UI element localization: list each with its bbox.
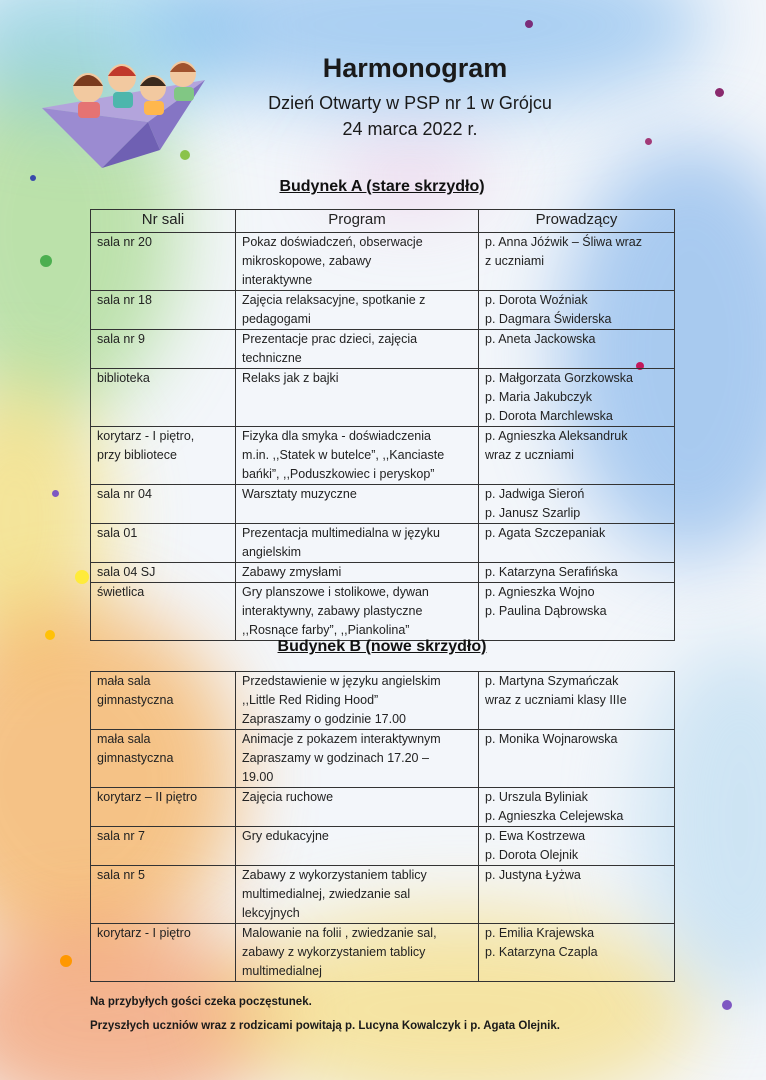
room-cell-line: sala 01 (97, 526, 138, 540)
room-cell (91, 233, 236, 291)
table-row (91, 330, 675, 369)
program-cell-line: Gry planszowe i stolikowe, dywan (242, 585, 429, 599)
program-cell (236, 524, 479, 563)
room-cell-line: sala nr 18 (97, 293, 152, 307)
program-cell-line: m.in. ,,Statek w butelce”, ,,Kanciaste (242, 448, 445, 462)
column-header-hosts: Prowadzący (479, 210, 675, 233)
building-a-title: Budynek A (stare skrzydło) (279, 178, 485, 195)
program-cell-line: Animacje z pokazem interaktywnym (242, 732, 441, 746)
building-a-table (90, 209, 675, 641)
hosts-cell-line: p. Katarzyna Czapla (485, 945, 598, 959)
event-name: Dzień Otwarty w PSP nr 1 w Grójcu (268, 93, 552, 113)
program-cell-line: ,,Rosnące farby”, ,,Piankolina” (242, 623, 410, 637)
room-cell-line: sala nr 04 (97, 487, 152, 501)
table-row (91, 730, 675, 788)
table-header-row (91, 210, 675, 233)
room-cell-line: gimnastyczna (97, 751, 174, 765)
room-cell-line: świetlica (97, 585, 145, 599)
table-row (91, 672, 675, 730)
hosts-cell-line: p. Dorota Marchlewska (485, 409, 613, 423)
room-cell (91, 924, 236, 982)
room-cell (91, 788, 236, 827)
hosts-cell-line: p. Emilia Krajewska (485, 926, 595, 940)
room-cell-line: sala nr 7 (97, 829, 145, 843)
program-cell-line: techniczne (242, 351, 302, 365)
room-cell (91, 369, 236, 427)
program-cell-line: Fizyka dla smyka - doświadczenia (242, 429, 431, 443)
program-cell-line: Zabawy z wykorzystaniem tablicy (242, 868, 427, 882)
hosts-cell-line: p. Małgorzata Gorzkowska (485, 371, 633, 385)
hosts-cell-line: p. Dorota Woźniak (485, 293, 588, 307)
hosts-cell-line: p. Katarzyna Serafińska (485, 565, 618, 579)
hosts-cell-line: p. Monika Wojnarowska (485, 732, 618, 746)
room-cell (91, 730, 236, 788)
hosts-cell-line: p. Janusz Szarlip (485, 506, 581, 520)
hosts-cell (479, 924, 675, 982)
program-cell-line: Zajęcia relaksacyjne, spotkanie z (242, 293, 426, 307)
program-cell-line: Gry edukacyjne (242, 829, 329, 843)
program-cell-line: Zapraszamy w godzinach 17.20 – (242, 751, 429, 765)
room-cell-line: biblioteka (97, 371, 150, 385)
program-cell (236, 827, 479, 866)
hosts-cell (479, 563, 675, 583)
hosts-cell-line: p. Justyna Łyżwa (485, 868, 581, 882)
program-cell-line: Malowanie na folii , zwiedzanie sal, (242, 926, 437, 940)
building-b-title: Budynek B (nowe skrzydło) (277, 638, 487, 655)
hosts-cell (479, 788, 675, 827)
hosts-cell (479, 866, 675, 924)
program-cell-line: Przedstawienie w języku angielskim (242, 674, 441, 688)
hosts-cell (479, 583, 675, 641)
kids-on-paper-plane-illustration (40, 50, 210, 170)
hosts-cell-line: wraz z uczniami klasy IIIe (485, 693, 627, 707)
program-cell-line: Zabawy zmysłami (242, 565, 342, 579)
program-cell-line: 19.00 (242, 770, 274, 784)
room-cell-line: sala 04 SJ (97, 565, 156, 579)
table-row (91, 563, 675, 583)
column-header-room: Nr sali (91, 210, 236, 233)
hosts-cell-line: p. Dorota Olejnik (485, 848, 579, 862)
program-cell-line: zabawy z wykorzystaniem tablicy (242, 945, 426, 959)
room-cell-line: korytarz - I piętro (97, 926, 191, 940)
table-row (91, 233, 675, 291)
program-cell (236, 369, 479, 427)
footer-welcome-note: Przyszłych uczniów wraz z rodzicami powitają p. Lucyna Kowalczyk i p. Agata Olejnik. (90, 1020, 560, 1032)
room-cell (91, 291, 236, 330)
room-cell (91, 330, 236, 369)
hosts-cell (479, 330, 675, 369)
table-row (91, 827, 675, 866)
table-row (91, 788, 675, 827)
program-cell-line: bańki”, ,,Poduszkowiec i peryskop” (242, 467, 435, 481)
program-cell-line: Prezentacja multimedialna w języku (242, 526, 441, 540)
program-cell-line: Zapraszamy o godzinie 17.00 (242, 712, 406, 726)
hosts-cell-line: p. Agnieszka Celejewska (485, 809, 624, 823)
program-cell-line: multimedialnej, zwiedzanie sal (242, 887, 411, 901)
building-b-table (90, 671, 675, 982)
room-cell-line: korytarz – II piętro (97, 790, 198, 804)
hosts-cell (479, 485, 675, 524)
program-cell-line: Pokaz doświadczeń, obserwacje (242, 235, 423, 249)
program-cell-line: angielskim (242, 545, 302, 559)
room-cell-line: przy bibliotece (97, 448, 177, 462)
hosts-cell (479, 730, 675, 788)
room-cell-line: gimnastyczna (97, 693, 174, 707)
room-cell (91, 672, 236, 730)
program-cell-line: Relaks jak z bajki (242, 371, 339, 385)
program-cell-line: lekcyjnych (242, 906, 300, 920)
program-cell (236, 924, 479, 982)
room-cell-line: korytarz - I piętro, (97, 429, 195, 443)
hosts-cell (479, 369, 675, 427)
hosts-cell-line: p. Ewa Kostrzewa (485, 829, 586, 843)
room-cell-line: mała sala (97, 732, 151, 746)
room-cell (91, 827, 236, 866)
hosts-cell-line: p. Dagmara Świderska (485, 312, 612, 326)
program-cell (236, 233, 479, 291)
event-date: 24 marca 2022 r. (342, 119, 478, 139)
room-cell-line: sala nr 5 (97, 868, 145, 882)
hosts-cell (479, 233, 675, 291)
hosts-cell (479, 291, 675, 330)
program-cell-line: Warsztaty muzyczne (242, 487, 357, 501)
program-cell-line: interaktywny, zabawy plastyczne (242, 604, 423, 618)
program-cell (236, 291, 479, 330)
program-cell-line: pedagogami (242, 312, 311, 326)
hosts-cell-line: z uczniami (485, 254, 545, 268)
program-cell-line: interaktywne (242, 273, 313, 287)
room-cell-line: sala nr 9 (97, 332, 145, 346)
footer-refreshments-note: Na przybyłych gości czeka poczęstunek. (90, 996, 312, 1008)
program-cell (236, 672, 479, 730)
room-cell-line: sala nr 20 (97, 235, 152, 249)
program-cell-line: ,,Little Red Riding Hood” (242, 693, 379, 707)
program-cell-line: Prezentacje prac dzieci, zajęcia (242, 332, 418, 346)
room-cell (91, 563, 236, 583)
table-row (91, 485, 675, 524)
program-cell-line: multimedialnej (242, 964, 322, 978)
program-cell (236, 730, 479, 788)
room-cell-line: mała sala (97, 674, 151, 688)
program-cell (236, 427, 479, 485)
table-row (91, 291, 675, 330)
room-cell (91, 524, 236, 563)
hosts-cell-line: p. Agnieszka Aleksandruk (485, 429, 628, 443)
hosts-cell-line: p. Jadwiga Sieroń (485, 487, 585, 501)
table-row (91, 524, 675, 563)
hosts-cell-line: wraz z uczniami (485, 448, 574, 462)
table-row (91, 369, 675, 427)
room-cell (91, 485, 236, 524)
hosts-cell-line: p. Anna Jóźwik – Śliwa wraz (485, 235, 643, 249)
program-cell-line: Zajęcia ruchowe (242, 790, 334, 804)
room-cell (91, 427, 236, 485)
hosts-cell-line: p. Martyna Szymańczak (485, 674, 619, 688)
program-cell (236, 583, 479, 641)
program-cell-line: mikroskopowe, zabawy (242, 254, 372, 268)
table-row (91, 583, 675, 641)
hosts-cell-line: p. Maria Jakubczyk (485, 390, 592, 404)
hosts-cell-line: p. Paulina Dąbrowska (485, 604, 607, 618)
page-title: Harmonogram (322, 53, 508, 83)
hosts-cell (479, 672, 675, 730)
hosts-cell-line: p. Agata Szczepaniak (485, 526, 606, 540)
table-row (91, 866, 675, 924)
table-row (91, 427, 675, 485)
program-cell (236, 866, 479, 924)
hosts-cell-line: p. Agnieszka Wojno (485, 585, 595, 599)
hosts-cell-line: p. Aneta Jackowska (485, 332, 596, 346)
program-cell (236, 563, 479, 583)
column-header-program: Program (236, 210, 479, 233)
hosts-cell-line: p. Urszula Byliniak (485, 790, 588, 804)
room-cell (91, 583, 236, 641)
room-cell (91, 866, 236, 924)
program-cell (236, 788, 479, 827)
hosts-cell (479, 524, 675, 563)
program-cell (236, 485, 479, 524)
hosts-cell (479, 827, 675, 866)
program-cell (236, 330, 479, 369)
table-row (91, 924, 675, 982)
hosts-cell (479, 427, 675, 485)
